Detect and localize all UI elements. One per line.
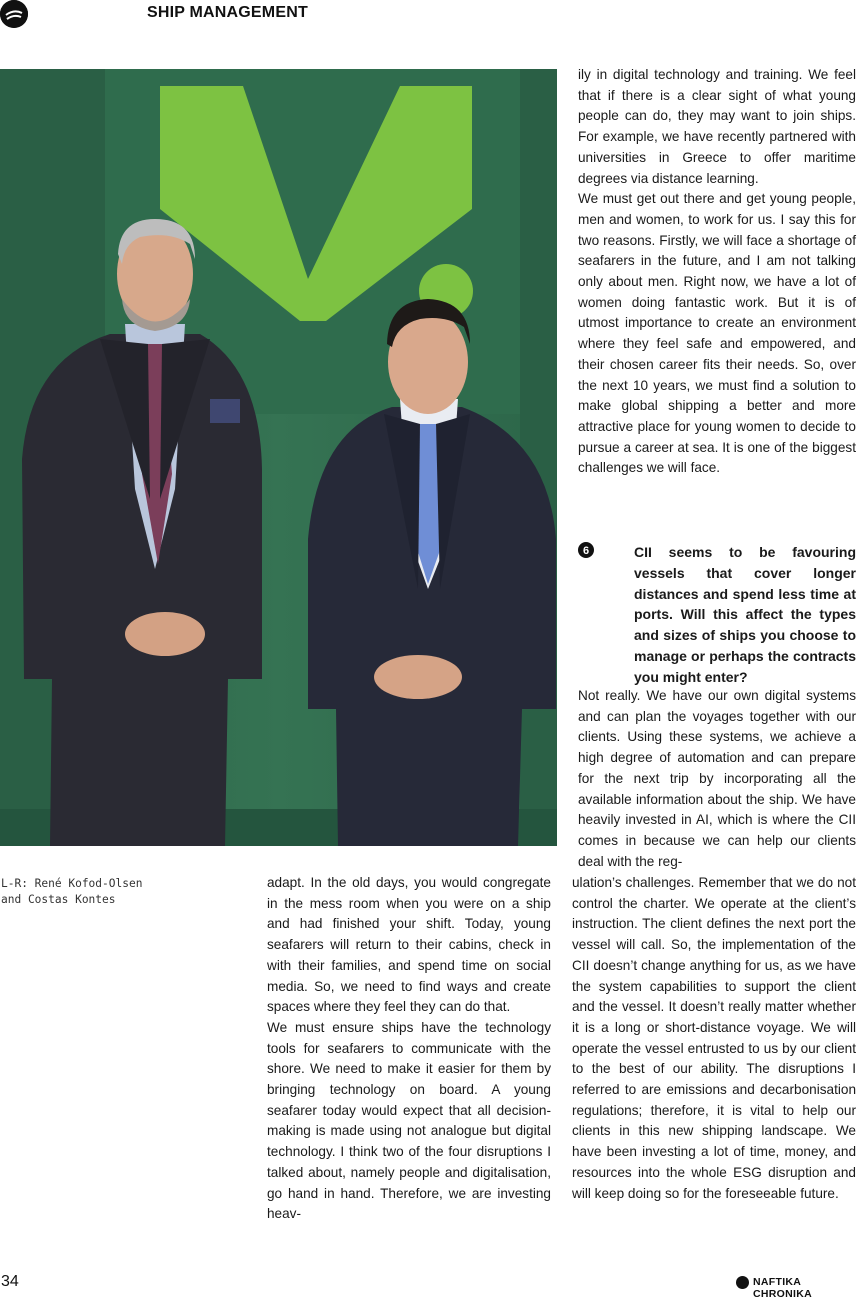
magazine-logo-icon — [0, 0, 28, 28]
article-column-right-top — [578, 65, 856, 479]
question-number: 6 — [582, 545, 590, 557]
brand-logo-icon — [736, 1276, 749, 1289]
section-title: SHIP MANAGEMENT — [147, 4, 308, 21]
brand-name: NAFTIKA CHRONIKA — [753, 1276, 812, 1300]
paragraph: adapt. In the old days, you would congregate in the mess room when you were on a ship and had finished your shift. Today, young seafarers will return to their cabins, check in with their families, and spend time on social media. So, we need to find ways and create spaces where they feel they can do that. — [267, 875, 551, 1015]
paragraph: Not really. We have our own digital systems and can plan the voyages together with our clients. Using these systems, we achieve a high degree of automation and can prepare for the next trip by incorporating all the available information about the ship. We have heavily invested in AI, which is where the CII comes in because we can help our clients deal with the reg- — [578, 688, 856, 869]
paragraph: We must get out there and get young people, men and women, to work for us. I say this for two reasons. Firstly, we will face a shortage of seafarers in the future, and I am not talking only about men. Right now, we have a lot of women doing fantastic work. But it is of utmost importance to create an environment where they feel safe and empowered, and their chosen career fits their needs. So, over the next 10 years, we must find a solution to make global shipping a better and more attractive place for young women to decide to pursue a career at sea. It is one of the biggest challenges we will face. — [578, 191, 856, 476]
question-number-badge — [578, 542, 598, 562]
interview-photo — [0, 69, 557, 846]
photo-caption — [1, 876, 181, 908]
caption-line: L-R: René Kofod-Olsen — [1, 877, 143, 890]
paragraph: We must ensure ships have the technology tools for seafarers to communicate with the shore. We need to make it easier for them by bringing technology on board. A young seafarer today would expect that all decision-making is made using not analogue but digital technology. I think two of the four disruptions I talked about, namely people and digitalisation, go hand in hand. Therefore, we are investing heav- — [267, 1019, 551, 1222]
article-column-middle — [267, 873, 551, 1225]
paragraph: ily in digital technology and training. We feel that if there is a clear sight of what young people can do, they may want to join ships. For example, we have recently partnered with universities in Greece to offer maritime degrees via distance learning. — [578, 67, 856, 186]
paragraph: ulation’s challenges. Remember that we do not control the charter. We operate at the client’s instruction. The client defines the next port the vessel will call. So, the implementation of the CII doesn’t change anything for us, as we have the system capabilities to support the client and the vessel. It doesn’t really matter whether it is a long or short-distance voyage. We will operate the vessel entrusted to us by our client to the best of our ability. The disruptions I referred to are emissions and decarbonisation regulations; therefore, it is vital to help our clients in this new shipping landscape. We have been investing a lot of time, money, and resources into the whole ESG disruption and will keep doing so for the foreseeable future. — [572, 875, 856, 1201]
article-column-right-mid — [578, 686, 856, 872]
article-column-right-bottom — [572, 873, 856, 1204]
caption-line: and Costas Kontes — [1, 893, 116, 906]
interview-question: CII seems to be favouring vessels that cover longer distances and spend less time at ports. Will this affect the types and sizes of ships you choose to manage or perhaps the contracts you might enter? — [634, 544, 856, 685]
page-number: 34 — [1, 1273, 19, 1290]
